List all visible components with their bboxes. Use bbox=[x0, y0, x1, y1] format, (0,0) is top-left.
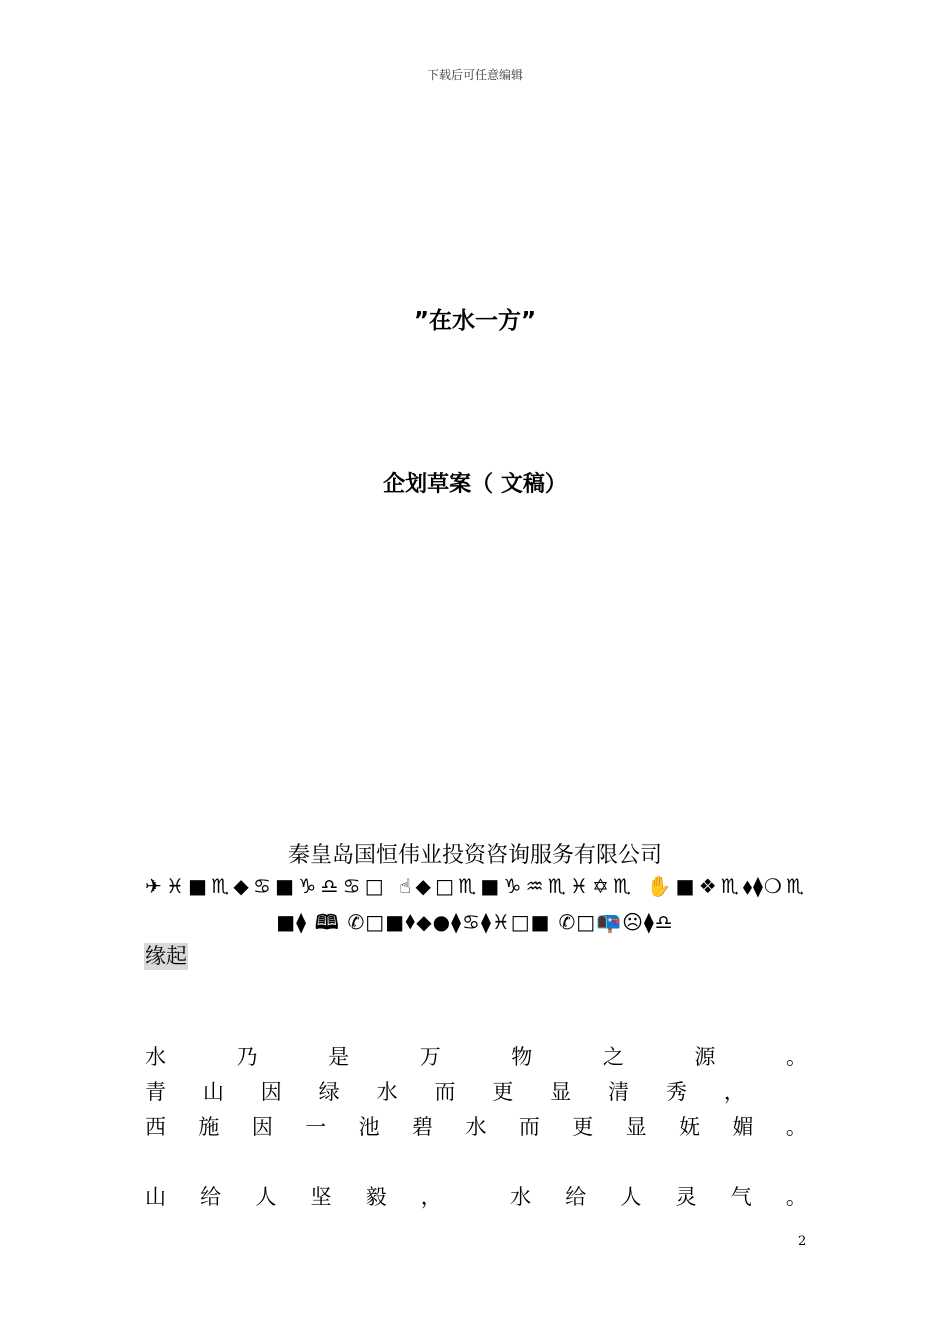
char: 人 bbox=[255, 1185, 277, 1209]
company-name: 秦皇岛国恒伟业投资咨询服务有限公司 bbox=[287, 843, 662, 868]
char: ， bbox=[420, 1185, 442, 1209]
char: 源 bbox=[694, 1045, 716, 1069]
char: 清 bbox=[608, 1080, 630, 1104]
char: 是 bbox=[328, 1045, 350, 1069]
char: 而 bbox=[518, 1115, 540, 1139]
char: 给 bbox=[200, 1185, 222, 1209]
char: 因 bbox=[251, 1115, 273, 1139]
char: 显 bbox=[550, 1080, 572, 1104]
char: 人 bbox=[620, 1185, 642, 1209]
document-subtitle: 企划草案（ 文稿） bbox=[383, 472, 567, 497]
header-note: 下载后可任意编辑 bbox=[426, 68, 523, 82]
char: 妩 bbox=[679, 1115, 701, 1139]
paragraph-line-2 bbox=[145, 1078, 745, 1106]
char: 西 bbox=[145, 1115, 166, 1139]
char: 。 bbox=[785, 1045, 807, 1069]
page-number: 2 bbox=[798, 1234, 807, 1249]
char: 碧 bbox=[412, 1115, 434, 1139]
char: 给 bbox=[565, 1185, 587, 1209]
char: 物 bbox=[511, 1045, 533, 1069]
char: 更 bbox=[572, 1115, 594, 1139]
char: 显 bbox=[625, 1115, 647, 1139]
char: 水 bbox=[145, 1045, 166, 1069]
char: 媚 bbox=[732, 1115, 754, 1139]
char: 山 bbox=[202, 1080, 224, 1104]
char: 施 bbox=[198, 1115, 220, 1139]
char: 水 bbox=[510, 1185, 532, 1209]
document-title: ”在水一方” bbox=[413, 308, 537, 334]
char: 。 bbox=[785, 1185, 807, 1209]
char: 灵 bbox=[675, 1185, 697, 1209]
section-heading: 缘起 bbox=[145, 944, 187, 968]
paragraph-line-3 bbox=[145, 1113, 807, 1141]
paragraph-line-4 bbox=[145, 1183, 807, 1211]
char: 。 bbox=[785, 1115, 807, 1139]
company-symbol-line-2: ■⧫ 🕮 ✆□■⬧◆●⧫♋⧫♓□■ ✆□📭☹⧫♎ bbox=[276, 910, 674, 934]
char: 水 bbox=[465, 1115, 487, 1139]
char: 万 bbox=[419, 1045, 441, 1069]
char: 毅 bbox=[365, 1185, 387, 1209]
char: 池 bbox=[358, 1115, 380, 1139]
paragraph-line-1 bbox=[145, 1043, 807, 1071]
char: 乃 bbox=[236, 1045, 258, 1069]
char: 一 bbox=[305, 1115, 327, 1139]
char: ， bbox=[723, 1080, 745, 1104]
char: 之 bbox=[602, 1045, 624, 1069]
char: 秀 bbox=[666, 1080, 688, 1104]
char: 而 bbox=[434, 1080, 456, 1104]
char: 坚 bbox=[310, 1185, 332, 1209]
company-symbol-line-1: ✈♓■♏◆♋■♑♎♋□ ☝◆□♏■♑♒♏♓✡♏ ✋■❖♏⬧⧫❍♏ bbox=[145, 874, 805, 898]
char: 水 bbox=[376, 1080, 398, 1104]
char: 气 bbox=[730, 1185, 752, 1209]
char: 绿 bbox=[318, 1080, 340, 1104]
char: 山 bbox=[145, 1185, 166, 1209]
char: 更 bbox=[492, 1080, 514, 1104]
char: 因 bbox=[260, 1080, 282, 1104]
char: 青 bbox=[145, 1080, 166, 1104]
